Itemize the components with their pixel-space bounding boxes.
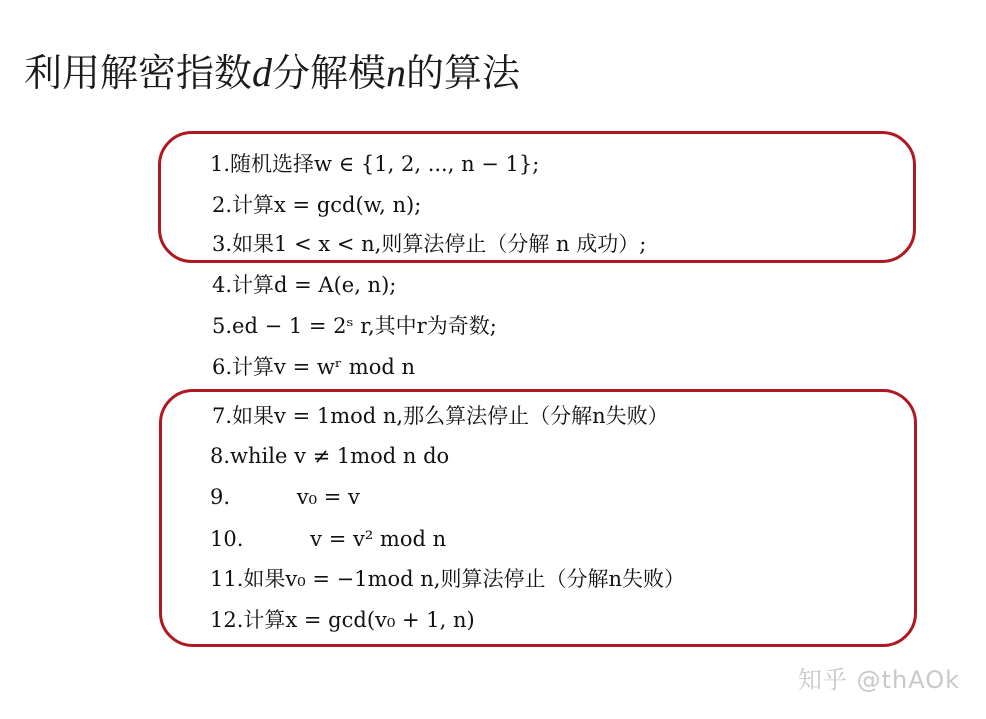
title-var-d: d	[252, 50, 273, 95]
page-title	[24, 44, 520, 102]
step-9: 9. v₀ = v	[210, 485, 360, 509]
step-10: 10. v = v² mod n	[210, 527, 447, 551]
watermark: 知乎 @thAOk	[797, 666, 960, 694]
title-text-2: 分解模	[272, 51, 387, 95]
title-text-3: 的算法	[406, 51, 521, 95]
step-7: 7.如果v = 1mod n,那么算法停止（分解n失败）	[212, 404, 669, 428]
step-4: 4.计算d = A(e, n);	[212, 273, 397, 297]
step-6: 6.计算v = wʳ mod n	[212, 355, 415, 379]
step-12: 12.计算x = gcd(v₀ + 1, n)	[210, 608, 475, 632]
title-text-1: 利用解密指数	[24, 51, 253, 95]
step-5: 5.ed − 1 = 2ˢ r,其中r为奇数;	[212, 314, 497, 338]
step-11: 11.如果v₀ = −1mod n,则算法停止（分解n失败）	[210, 567, 685, 591]
step-8: 8.while v ≠ 1mod n do	[210, 444, 450, 468]
title-var-n: n	[386, 50, 407, 95]
step-1: 1.随机选择w ∈ {1, 2, ..., n − 1};	[210, 152, 540, 176]
step-2: 2.计算x = gcd(w, n);	[212, 193, 422, 217]
step-3: 3.如果1 < x < n,则算法停止（分解 n 成功）;	[212, 232, 647, 256]
